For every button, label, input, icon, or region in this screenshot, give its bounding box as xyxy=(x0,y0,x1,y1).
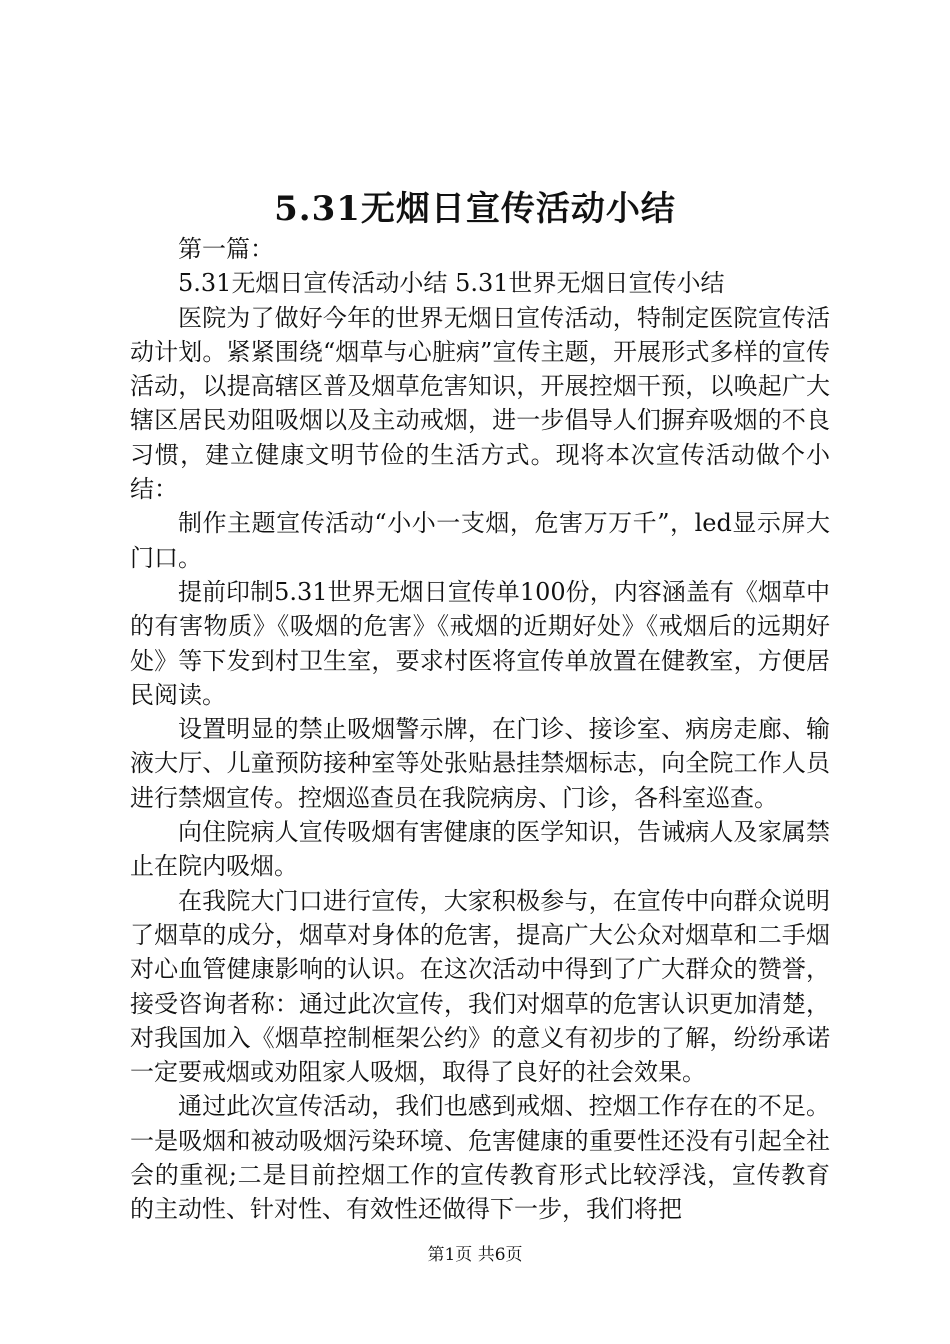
page-footer: 第1页 共6页 xyxy=(427,1245,523,1265)
section-label: 第一篇： xyxy=(178,235,274,263)
document-title: 5.31无烟日宣传活动小结 xyxy=(274,189,676,229)
paragraph-intro: 医院为了做好今年的世界无烟日宣传活动，特制定医院宣传活动计划。紧紧围绕“烟草与心脏病”宣传主题，开展形式多样的宣传活动，以提高辖区普及烟草危害知识，开展控烟干预，以唤起广大辖区居民劝阻吸烟以及主动戒烟，进一步倡导人们摒弃吸烟的不良习惯，建立健康文明节俭的生活方式。现将本次宣传活动做个小结： xyxy=(130,303,830,504)
paragraph-led-display: 制作主题宣传活动“小小一支烟，危害万万千”，led显示屏大门口。 xyxy=(130,509,830,572)
document-body xyxy=(130,232,830,1227)
paragraph-inpatients: 向住院病人宣传吸烟有害健康的医学知识，告诫病人及家属禁止在院内吸烟。 xyxy=(130,818,830,881)
paragraph-leaflets: 提前印制5.31世界无烟日宣传单100份，内容涵盖有《烟草中的有害物质》《吸烟的危害》《戒烟的近期好处》《戒烟后的远期好处》等下发到村卫生室，要求村医将宣传单放置在健教室，方便居民阅读。 xyxy=(130,577,830,709)
section-subtitle: 5.31无烟日宣传活动小结 5.31世界无烟日宣传小结 xyxy=(178,269,725,298)
paragraph-shortcomings: 通过此次宣传活动，我们也感到戒烟、控烟工作存在的不足。一是吸烟和被动吸烟污染环境、危害健康的重要性还没有引起全社会的重视;二是目前控烟工作的宣传教育形式比较浮浅，宣传教育的主动性、针对性、有效性还做得下一步，我们将把 xyxy=(130,1092,830,1224)
paragraph-signs: 设置明显的禁止吸烟警示牌，在门诊、接诊室、病房走廊、输液大厅、儿童预防接种室等处张贴悬挂禁烟标志，向全院工作人员进行禁烟宣传。控烟巡查员在我院病房、门诊，各科室巡查。 xyxy=(130,715,830,812)
paragraph-gate-campaign: 在我院大门口进行宣传，大家积极参与，在宣传中向群众说明了烟草的成分，烟草对身体的危害，提高广大公众对烟草和二手烟对心血管健康影响的认识。在这次活动中得到了广大群众的赞誉，接受咨询者称：通过此次宣传，我们对烟草的危害认识更加清楚，对我国加入《烟草控制框架公约》的意义有初步的了解，纷纷承诺一定要戒烟或劝阻家人吸烟，取得了良好的社会效果。 xyxy=(130,886,830,1087)
